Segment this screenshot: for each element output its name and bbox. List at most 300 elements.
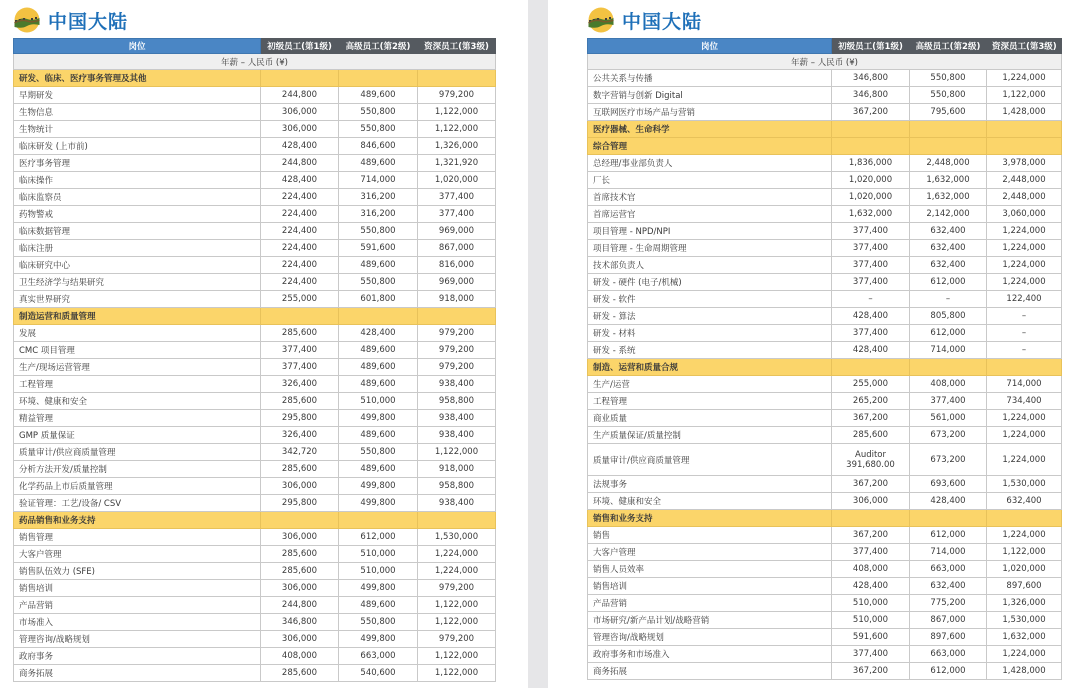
- level2-cell: 673,200: [910, 427, 987, 444]
- level1-cell: 306,000: [261, 631, 339, 648]
- section-header-row: [14, 308, 496, 325]
- position-cell: 政府事务: [14, 648, 261, 665]
- empty-cell: [910, 138, 987, 155]
- level2-cell: 795,600: [910, 104, 987, 121]
- level3-cell: 1,224,000: [987, 527, 1062, 544]
- level3-cell: 734,400: [987, 393, 1062, 410]
- level3-cell: 938,400: [418, 376, 496, 393]
- position-cell: 总经理/事业部负责人: [588, 155, 832, 172]
- table-row: [14, 665, 496, 682]
- level3-cell: 1,224,000: [987, 274, 1062, 291]
- table-row: [14, 206, 496, 223]
- position-cell: 管理咨询/战略规划: [588, 629, 832, 646]
- table-row: [14, 359, 496, 376]
- level1-cell: 224,400: [261, 189, 339, 206]
- level2-cell: 499,800: [339, 495, 418, 512]
- level2-cell: 805,800: [910, 308, 987, 325]
- level2-cell: 489,600: [339, 597, 418, 614]
- level2-cell: 499,800: [339, 478, 418, 495]
- level1-cell: 224,400: [261, 206, 339, 223]
- table-row: [588, 70, 1062, 87]
- table-row: [14, 223, 496, 240]
- level2-cell: 510,000: [339, 393, 418, 410]
- level3-cell: 1,224,000: [987, 444, 1062, 476]
- position-cell: 临床操作: [14, 172, 261, 189]
- table-row: [588, 646, 1062, 663]
- position-cell: 药物警戒: [14, 206, 261, 223]
- section-header-row: [588, 359, 1062, 376]
- level2-cell: 846,600: [339, 138, 418, 155]
- level1-cell: 306,000: [261, 121, 339, 138]
- empty-cell: [261, 70, 339, 87]
- empty-cell: [910, 359, 987, 376]
- level2-cell: 2,142,000: [910, 206, 987, 223]
- level1-cell: 342,720: [261, 444, 339, 461]
- level2-cell: 489,600: [339, 155, 418, 172]
- level1-cell: 255,000: [832, 376, 910, 393]
- section-title: 医疗器械、生命科学: [588, 121, 832, 138]
- level3-cell: 918,000: [418, 291, 496, 308]
- level2-cell: 673,200: [910, 444, 987, 476]
- table-row: [588, 87, 1062, 104]
- level2-cell: 612,000: [910, 527, 987, 544]
- great-wall-logo-icon: [586, 7, 616, 33]
- table-row: [14, 121, 496, 138]
- level1-cell: 285,600: [261, 665, 339, 682]
- table-row: [14, 597, 496, 614]
- table-row: [588, 206, 1062, 223]
- level1-cell: 367,200: [832, 104, 910, 121]
- table-row: [588, 444, 1062, 476]
- level3-cell: 377,400: [418, 206, 496, 223]
- level1-cell: 377,400: [261, 359, 339, 376]
- level1-cell: 377,400: [832, 257, 910, 274]
- level2-cell: 550,800: [910, 87, 987, 104]
- position-cell: 临床研发 (上市前): [14, 138, 261, 155]
- level3-cell: 867,000: [418, 240, 496, 257]
- section-header-row: [588, 121, 1062, 138]
- table-row: [14, 563, 496, 580]
- position-cell: 技术部负责人: [588, 257, 832, 274]
- level2-cell: 489,600: [339, 87, 418, 104]
- empty-cell: [832, 359, 910, 376]
- salary-table-right: [587, 38, 1062, 680]
- level2-cell: 550,800: [339, 274, 418, 291]
- level2-cell: 550,800: [910, 70, 987, 87]
- table-header-row: [14, 39, 496, 54]
- level3-cell: 377,400: [418, 189, 496, 206]
- level2-cell: 428,400: [910, 493, 987, 510]
- level2-cell: 489,600: [339, 461, 418, 478]
- table-row: [588, 376, 1062, 393]
- level3-cell: –: [987, 325, 1062, 342]
- level1-cell: 326,400: [261, 376, 339, 393]
- level2-cell: 632,400: [910, 240, 987, 257]
- level3-cell: 1,224,000: [987, 70, 1062, 87]
- level2-cell: 663,000: [910, 646, 987, 663]
- level1-cell: 1,020,000: [832, 189, 910, 206]
- position-cell: 验证管理：工艺/设备/ CSV: [14, 495, 261, 512]
- level3-cell: 3,978,000: [987, 155, 1062, 172]
- table-row: [588, 595, 1062, 612]
- level3-cell: 816,000: [418, 257, 496, 274]
- position-cell: 分析方法开发/质量控制: [14, 461, 261, 478]
- position-cell: 公共关系与传播: [588, 70, 832, 87]
- level1-cell: 377,400: [261, 342, 339, 359]
- level1-cell: 306,000: [832, 493, 910, 510]
- level1-cell: 428,400: [832, 578, 910, 595]
- position-cell: 卫生经济学与结果研究: [14, 274, 261, 291]
- level2-cell: 499,800: [339, 580, 418, 597]
- position-cell: 销售管理: [14, 529, 261, 546]
- table-row: [588, 325, 1062, 342]
- level1-cell: 1,632,000: [832, 206, 910, 223]
- level3-cell: 1,224,000: [987, 223, 1062, 240]
- level3-cell: 632,400: [987, 493, 1062, 510]
- table-row: [14, 393, 496, 410]
- level2-cell: 561,000: [910, 410, 987, 427]
- empty-cell: [987, 359, 1062, 376]
- position-cell: 首席运营官: [588, 206, 832, 223]
- level1-cell: 408,000: [832, 561, 910, 578]
- table-row: [14, 257, 496, 274]
- empty-cell: [261, 512, 339, 529]
- level1-cell: 306,000: [261, 104, 339, 121]
- header-level1: 初级员工(第1级): [261, 39, 339, 54]
- table-row: [14, 291, 496, 308]
- level2-cell: 693,600: [910, 476, 987, 493]
- position-cell: 临床研究中心: [14, 257, 261, 274]
- level2-cell: 540,600: [339, 665, 418, 682]
- empty-cell: [339, 512, 418, 529]
- table-row: [14, 376, 496, 393]
- level1-cell: 428,400: [261, 138, 339, 155]
- position-cell: 研发 - 硬件 (电子/机械): [588, 274, 832, 291]
- level3-cell: 979,200: [418, 580, 496, 597]
- level2-cell: 499,800: [339, 631, 418, 648]
- auditor-value: 391,680.00: [846, 459, 895, 470]
- table-row: [588, 561, 1062, 578]
- level1-cell: 408,000: [261, 648, 339, 665]
- position-cell: 首席技术官: [588, 189, 832, 206]
- position-cell: 销售人员效率: [588, 561, 832, 578]
- section-header-row: [14, 512, 496, 529]
- header-level3: 资深员工(第3级): [418, 39, 496, 54]
- table-row: [588, 240, 1062, 257]
- level2-cell: 612,000: [339, 529, 418, 546]
- position-cell: 商务拓展: [588, 663, 832, 680]
- position-cell: 生产质量保证/质量控制: [588, 427, 832, 444]
- level1-cell: 1,836,000: [832, 155, 910, 172]
- level3-cell: 122,400: [987, 291, 1062, 308]
- page-title: 中国大陆: [48, 10, 129, 33]
- level2-cell: 663,000: [339, 648, 418, 665]
- level2-cell: 612,000: [910, 663, 987, 680]
- level2-cell: –: [910, 291, 987, 308]
- level2-cell: 612,000: [910, 274, 987, 291]
- level1-cell: –: [832, 291, 910, 308]
- level1-cell: 285,600: [261, 563, 339, 580]
- table-row: [14, 580, 496, 597]
- position-cell: 质量审计/供应商质量管理: [14, 444, 261, 461]
- title-row: [12, 6, 128, 34]
- empty-cell: [418, 308, 496, 325]
- table-row: [14, 87, 496, 104]
- level2-cell: 714,000: [339, 172, 418, 189]
- level2-cell: 489,600: [339, 427, 418, 444]
- level3-cell: 897,600: [987, 578, 1062, 595]
- level3-cell: 2,448,000: [987, 172, 1062, 189]
- level2-cell: 428,400: [339, 325, 418, 342]
- level3-cell: 979,200: [418, 359, 496, 376]
- level2-cell: 591,600: [339, 240, 418, 257]
- level3-cell: 1,122,000: [418, 597, 496, 614]
- level3-cell: 1,530,000: [987, 476, 1062, 493]
- level3-cell: 1,224,000: [987, 427, 1062, 444]
- table-row: [588, 155, 1062, 172]
- level2-cell: 489,600: [339, 257, 418, 274]
- level1-cell: 265,200: [832, 393, 910, 410]
- level2-cell: 1,632,000: [910, 189, 987, 206]
- level1-cell: 367,200: [832, 527, 910, 544]
- level3-cell: 1,224,000: [987, 240, 1062, 257]
- position-cell: CMC 项目管理: [14, 342, 261, 359]
- level1-cell: 377,400: [832, 325, 910, 342]
- level2-cell: 377,400: [910, 393, 987, 410]
- level2-cell: 316,200: [339, 189, 418, 206]
- table-row: [588, 342, 1062, 359]
- level3-cell: 1,224,000: [987, 646, 1062, 663]
- page-title: 中国大陆: [622, 10, 703, 33]
- empty-cell: [418, 70, 496, 87]
- position-cell: 临床监察员: [14, 189, 261, 206]
- position-cell: 研发 - 算法: [588, 308, 832, 325]
- level3-cell: 918,000: [418, 461, 496, 478]
- level2-cell: 510,000: [339, 563, 418, 580]
- level1-cell: 224,400: [261, 257, 339, 274]
- table-row: [14, 529, 496, 546]
- table-row: [14, 478, 496, 495]
- table-row: [588, 410, 1062, 427]
- level2-cell: 499,800: [339, 410, 418, 427]
- empty-cell: [910, 510, 987, 527]
- header-position: 岗位: [14, 39, 261, 54]
- table-row: [14, 104, 496, 121]
- level2-cell: 550,800: [339, 444, 418, 461]
- position-cell: 市场准入: [14, 614, 261, 631]
- section-title: 制造运营和质量管理: [14, 308, 261, 325]
- level3-cell: 1,224,000: [987, 410, 1062, 427]
- level2-cell: 714,000: [910, 544, 987, 561]
- empty-cell: [339, 70, 418, 87]
- position-cell: 环境、健康和安全: [14, 393, 261, 410]
- empty-cell: [832, 510, 910, 527]
- level1-cell: 285,600: [832, 427, 910, 444]
- empty-cell: [987, 121, 1062, 138]
- table-row: [14, 155, 496, 172]
- section-header-row: [14, 70, 496, 87]
- level2-cell: 550,800: [339, 614, 418, 631]
- level2-cell: 663,000: [910, 561, 987, 578]
- empty-cell: [418, 512, 496, 529]
- position-cell: 早期研发: [14, 87, 261, 104]
- table-row: [588, 578, 1062, 595]
- level1-cell: 346,800: [832, 87, 910, 104]
- table-row: [588, 189, 1062, 206]
- table-row: [588, 308, 1062, 325]
- table-row: [14, 461, 496, 478]
- position-cell: 医疗事务管理: [14, 155, 261, 172]
- level1-cell: 346,800: [261, 614, 339, 631]
- header-position: 岗位: [588, 39, 832, 54]
- level3-cell: 979,200: [418, 342, 496, 359]
- position-cell: 大客户管理: [588, 544, 832, 561]
- position-cell: 精益管理: [14, 410, 261, 427]
- level3-cell: 958,800: [418, 393, 496, 410]
- level1-cell: [832, 444, 910, 476]
- table-row: [14, 138, 496, 155]
- table-row: [588, 612, 1062, 629]
- level1-cell: 377,400: [832, 544, 910, 561]
- level2-cell: 632,400: [910, 223, 987, 240]
- table-row: [14, 427, 496, 444]
- currency-subheader-row: [14, 54, 496, 70]
- level1-cell: 510,000: [832, 612, 910, 629]
- section-header-row: [588, 138, 1062, 155]
- level3-cell: 1,224,000: [987, 257, 1062, 274]
- table-row: [14, 172, 496, 189]
- level3-cell: 979,200: [418, 87, 496, 104]
- table-row: [14, 631, 496, 648]
- level2-cell: 775,200: [910, 595, 987, 612]
- table-row: [588, 257, 1062, 274]
- section-title: 药品销售和业务支持: [14, 512, 261, 529]
- empty-cell: [339, 308, 418, 325]
- section-title: 销售和业务支持: [588, 510, 832, 527]
- level1-cell: 377,400: [832, 646, 910, 663]
- position-cell: 发展: [14, 325, 261, 342]
- level1-cell: 244,800: [261, 87, 339, 104]
- table-row: [588, 544, 1062, 561]
- level3-cell: –: [987, 308, 1062, 325]
- empty-cell: [832, 121, 910, 138]
- level3-cell: 1,122,000: [418, 648, 496, 665]
- position-cell: 项目管理 - 生命周期管理: [588, 240, 832, 257]
- position-cell: 化学药品上市后质量管理: [14, 478, 261, 495]
- level2-cell: 601,800: [339, 291, 418, 308]
- level1-cell: 367,200: [832, 410, 910, 427]
- position-cell: 研发 - 软件: [588, 291, 832, 308]
- currency-subheader: 年薪 – 人民币 (¥): [14, 54, 496, 70]
- position-cell: 管理咨询/战略规划: [14, 631, 261, 648]
- table-row: [14, 444, 496, 461]
- position-cell: 质量审计/供应商质量管理: [588, 444, 832, 476]
- position-cell: 政府事务和市场准入: [588, 646, 832, 663]
- table-row: [588, 393, 1062, 410]
- level3-cell: 2,448,000: [987, 189, 1062, 206]
- level2-cell: 489,600: [339, 359, 418, 376]
- level2-cell: 867,000: [910, 612, 987, 629]
- level1-cell: 224,400: [261, 240, 339, 257]
- table-row: [588, 427, 1062, 444]
- position-cell: 环境、健康和安全: [588, 493, 832, 510]
- level3-cell: 938,400: [418, 410, 496, 427]
- position-cell: 真实世界研究: [14, 291, 261, 308]
- table-row: [14, 325, 496, 342]
- level1-cell: 377,400: [832, 240, 910, 257]
- table-row: [14, 240, 496, 257]
- table-row: [588, 663, 1062, 680]
- level1-cell: 306,000: [261, 529, 339, 546]
- table-row: [588, 104, 1062, 121]
- level1-cell: 377,400: [832, 274, 910, 291]
- level3-cell: 1,020,000: [987, 561, 1062, 578]
- table-row: [588, 629, 1062, 646]
- position-cell: 生产/运营: [588, 376, 832, 393]
- empty-cell: [261, 308, 339, 325]
- level3-cell: 969,000: [418, 223, 496, 240]
- level3-cell: 3,060,000: [987, 206, 1062, 223]
- level3-cell: 1,020,000: [418, 172, 496, 189]
- table-row: [588, 274, 1062, 291]
- position-cell: 生产/现场运营管理: [14, 359, 261, 376]
- position-cell: 商务拓展: [14, 665, 261, 682]
- level1-cell: 285,600: [261, 325, 339, 342]
- position-cell: 销售: [588, 527, 832, 544]
- position-cell: 销售培训: [588, 578, 832, 595]
- level1-cell: 377,400: [832, 223, 910, 240]
- level2-cell: 408,000: [910, 376, 987, 393]
- level3-cell: 1,122,000: [418, 614, 496, 631]
- empty-cell: [987, 138, 1062, 155]
- position-cell: 生物统计: [14, 121, 261, 138]
- table-row: [588, 527, 1062, 544]
- table-row: [14, 546, 496, 563]
- level3-cell: 1,632,000: [987, 629, 1062, 646]
- great-wall-logo-icon: [12, 7, 42, 33]
- level1-cell: 428,400: [832, 342, 910, 359]
- level2-cell: 2,448,000: [910, 155, 987, 172]
- header-level3: 资深员工(第3级): [987, 39, 1062, 54]
- level2-cell: 632,400: [910, 257, 987, 274]
- position-cell: 大客户管理: [14, 546, 261, 563]
- level1-cell: 367,200: [832, 476, 910, 493]
- level3-cell: 1,224,000: [418, 546, 496, 563]
- position-cell: 临床注册: [14, 240, 261, 257]
- level1-cell: 244,800: [261, 155, 339, 172]
- empty-cell: [832, 138, 910, 155]
- position-cell: 市场研究/新产品计划/战略营销: [588, 612, 832, 629]
- table-row: [588, 172, 1062, 189]
- level2-cell: 612,000: [910, 325, 987, 342]
- level3-cell: 1,321,920: [418, 155, 496, 172]
- level1-cell: 255,000: [261, 291, 339, 308]
- table-row: [14, 189, 496, 206]
- level1-cell: 285,600: [261, 546, 339, 563]
- table-row: [588, 223, 1062, 240]
- position-cell: 销售队伍效力 (SFE): [14, 563, 261, 580]
- level3-cell: 1,122,000: [987, 87, 1062, 104]
- level3-cell: 1,122,000: [418, 104, 496, 121]
- section-title: 综合管理: [588, 138, 832, 155]
- position-cell: 数字营销与创新 Digital: [588, 87, 832, 104]
- position-cell: 工程管理: [588, 393, 832, 410]
- level3-cell: 1,530,000: [418, 529, 496, 546]
- level1-cell: 346,800: [832, 70, 910, 87]
- level2-cell: 316,200: [339, 206, 418, 223]
- table-row: [14, 648, 496, 665]
- level3-cell: 1,122,000: [987, 544, 1062, 561]
